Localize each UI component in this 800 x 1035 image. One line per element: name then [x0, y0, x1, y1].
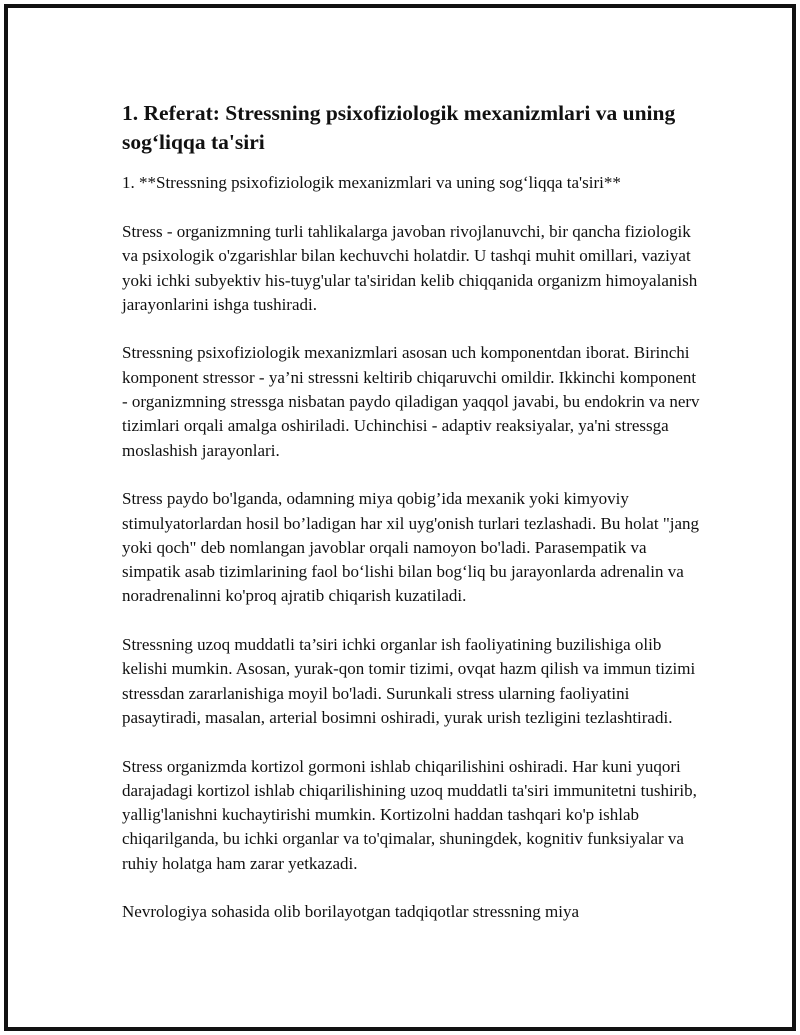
document-subtitle: 1. **Stressning psixofiziologik mexanizmlari va uning sog‘liqqa ta'siri**: [122, 173, 621, 192]
paragraph-stress-definition: Stress - organizmning turli tahlikalarga javoban rivojlanuvchi, bir qancha fiziologik va psixologik o'zgarishlar bilan kechuvchi holatdir. U tashqi muhit omillari, vaziyat yoki ichki subyektiv his-tuyg'ular ta'siridan kelib chiqqanida organizm himoyalanish jarayonlarini ishga tushiradi.: [122, 222, 698, 314]
paragraph-mechanism-components: Stressning psixofiziologik mexanizmlari asosan uch komponentdan iborat. Birinchi komponent stressor - ya’ni stressni keltirib chiqaruvchi omildir. Ikkinchi komponent - organizmning stressga nisbatan paydo qiladigan yaqqol javabi, bu endokrin va nerv tizimlari orqali amalga oshiriladi. Uchinchisi - adaptiv reaksiyalar, ya'ni stressga moslashish jarayonlari.: [122, 343, 700, 460]
page-frame: [4, 4, 796, 1031]
document-title: 1. Referat: Stressning psixofiziologik mexanizmlari va uning sog‘liqqa ta'siri: [122, 101, 676, 154]
document-body: [122, 99, 702, 949]
paragraph-neurology: Nevrologiya sohasida olib borilayotgan tadqiqotlar stressning miya: [122, 902, 580, 922]
paragraph-fight-or-flight: Stress paydo bo'lganda, odamning miya qobig’ida mexanik yoki kimyoviy stimulyatorlardan hosil bo’ladigan har xil uyg'onish turlari tezlashadi. Bu holat "jang yoki qoch" deb nomlangan javoblar orqali namoyon bo'ladi. Parasempatik va simpatik asab tizimlarining faol bo‘lishi bilan bog‘liq bu jarayonlarda adrenalin va noradrenalinni ko'proq ajratib chiqarish kuzatiladi.: [122, 489, 700, 606]
paragraph-long-term-effects: Stressning uzoq muddatli ta’siri ichki organlar ish faoliyatining buzilishiga olib kelishi mumkin. Asosan, yurak-qon tomir tizimi, ovqat hazm qilish va immun tizimi stressdan zararlanishiga moyil bo'ladi. Surunkali stress ularning faoliyatini pasaytiradi, masalan, arterial bosimni oshiradi, yurak urish tezligini tezlashtiradi.: [122, 635, 696, 727]
paragraph-cortisol: Stress organizmda kortizol gormoni ishlab chiqarilishini oshiradi. Har kuni yuqori darajadagi kortizol ishlab chiqarilishining uzoq muddatli ta'siri immunitetni tushirib, yallig'lanishni kuchaytirishi mumkin. Kortizolni haddan tashqari ko'p ishlab chiqarilganda, bu ichki organlar va to'qimalar, shuningdek, kognitiv funksiyalar va ruhiy holatga ham zarar yetkazadi.: [122, 756, 697, 873]
